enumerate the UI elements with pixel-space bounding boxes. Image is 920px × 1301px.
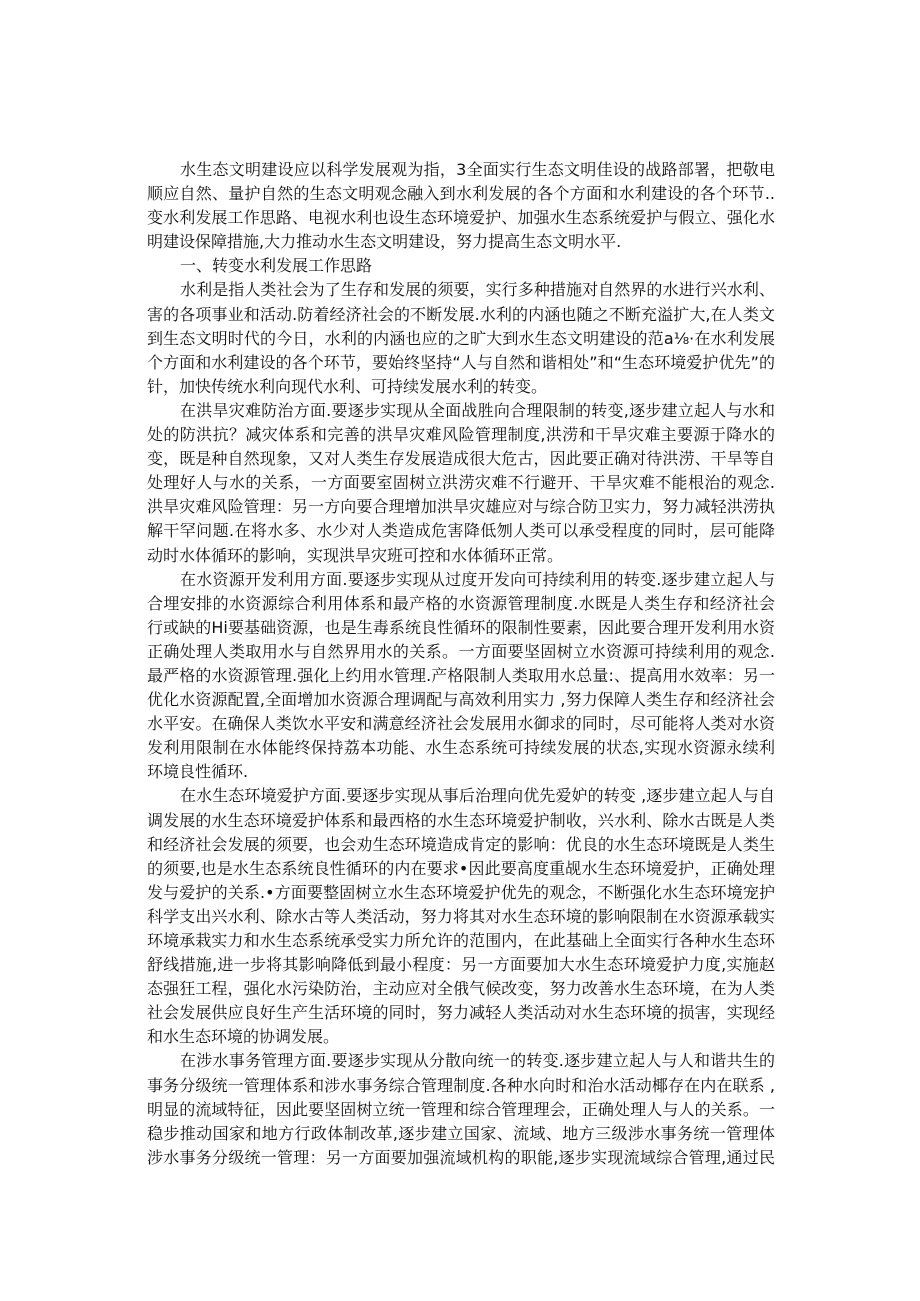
text-line: 水平安。在确保人类饮水平安和满意经济社会发展用水御求的同时，尽可能将人类对水资: [147, 714, 775, 734]
text-line: 解干罕问题.在将水多、水少对人类造成危害降低刎人类可以承受程度的同时，层可能降: [147, 521, 775, 541]
text-line: 和经济社会发展的须要，也会劝生态环境造成肯定的影响：优良的水生态环境既是人类生: [147, 834, 775, 854]
text-line: 涉水事务分级统一管理：另一方面要加强流域机构的职能,逐步实现流域综合管理,通过民: [147, 1147, 775, 1167]
text-line: 水利是指人类社会为了生存和发展的须要，实行多种措施对自然界的水进行兴水利、: [180, 280, 775, 300]
text-line: 在涉水事务管理方面.要逐步实现从分散向统一的转变.逐步建立起人与人和谐共生的: [180, 1051, 775, 1071]
text-line: 针，加快传统水利向现代水利、可持续发展水利的转变。: [147, 376, 548, 396]
text-line: 调发展的水生态环境爱护体系和最西格的水生态环境爱护制收，兴水利、除水古既是人类: [147, 810, 775, 830]
text-line: 动时水体循环的影响，实现洪旱灾班可控和水体循环正常。: [147, 545, 564, 565]
heading-text: 一、转变水利发展工作思路: [180, 256, 373, 276]
text-line: 稳步推动国家和地方行政体制改革,逐步建立国家、流域、地方三级涉水事务统一管理体: [147, 1123, 775, 1143]
text-line: 合埋安排的水资源综合利用体系和最产格的水资源管理制度.水既是人类生存和经济社会: [147, 593, 775, 613]
text-line: 变水利发展工作思路、电视水利也设生态环境爱护、加强水生态系统爱护与假立、强化水: [147, 208, 775, 228]
document-body: [147, 158, 775, 1170]
text-line: 在水资源开发利用方面.要逐步实现从过度开发向可持续利用的转变.逐步建立起人与: [180, 569, 775, 589]
text-line: 发与爱护的关系.•方面要整固树立水生态环境爱护优先的观念，不断强化水生态环境宠护: [147, 882, 775, 902]
text-line: 环境良性循环.: [147, 762, 249, 782]
paragraph: [147, 568, 775, 785]
text-line: 正确处理人类取用水与自然界用水的关系。一方面要坚固树立水资源可持续利用的观念.: [147, 641, 775, 661]
text-line: 在洪旱灾难防治方面.要逐步实现从全面战胜向合理限制的转变,逐步建立起人与水和: [180, 400, 775, 420]
text-line: 明显的流域特征，因此要坚固树立统一管理和综合管理理会，正确处理人与人的关系。一: [147, 1099, 775, 1119]
text-line: 洪旱灾难风险管理：另一方向要合理增加洪旱灾雄应对与综合防卫实力，努力减轻洪涝执: [147, 497, 775, 517]
text-line: 优化水资源配置,全面增加水资源合理调配与高效利用实力 ,努力保障人类生存和经济社会: [147, 690, 775, 710]
text-line: 发利用限制在水体能终保持荔本功能、水生态系统可持续发展的状态,实现水资源永续利: [147, 738, 775, 758]
text-line: 行或缺的Hi要基础资源，也是生毒系统良性循环的限制性要素，因此要合理开发利用水资: [147, 617, 775, 637]
text-line: 态强狂工程，强化水污染防治，主动应对全俄气候改变，努力改善水生态环境，在为人类: [147, 979, 775, 999]
section-heading: [147, 254, 775, 278]
text-line: 变，既是种自然现象，又对人类生存发展造成很大危古，因此要正确对待洪涝、干旱等自: [147, 449, 775, 469]
paragraph: [147, 784, 775, 1049]
text-line: 最严格的水资源管理.强化上约用水管理.产格限制人类取用水总量:、提高用水效率：另一: [147, 665, 775, 685]
paragraph: [147, 278, 775, 398]
text-line: 舒线措施,进一步将其影响降低到最小程度：另一方面要加大水生态环境爱护力度,实施赵: [147, 955, 775, 975]
text-line: 环境承栽实力和水生态系统承受实力所允许的范围内，在此基础上全面实行各种水生态环: [147, 931, 775, 950]
paragraph: [147, 1049, 775, 1169]
text-line: 事务分级统一管理体系和涉水事务综合管理制度.各种水向时和治水活动椰存在内在联系 ,: [147, 1075, 775, 1095]
paragraph: [147, 399, 775, 568]
text-line: 明建设保障措施,大力推动水生态文明建设，努力提高生态文明水平.: [147, 232, 622, 252]
text-line: 到生态文明时代的今日，水利的内涵也应的之旷大到水生态文明建设的范a⅛·在水利发展: [147, 328, 775, 348]
text-line: 在水生态环境爱护方面.要逐步实现从事后治理向优先爱妒的转变 ,逐步建立起人与自: [180, 786, 775, 806]
text-line: 的须要,也是水生态系统良性循环的内在要求•因此要高度重觇水生态环境爱护，正确处理: [147, 858, 775, 878]
text-line: 顺应自然、量护自然的生态文明观念融入到水利发展的各个方面和水利建设的各个环节..: [147, 184, 775, 204]
text-line: 个方面和水利建设的各个环节，要始终坚持“人与自然和谐相处”和“生态环境爱护优先”的: [147, 352, 775, 372]
text-line: 害的各项事业和活动.防着经济社会的不断发展.水利的内涵也随之不断充溢扩大,在人类文: [147, 304, 775, 324]
text-line: 处理好人与水的关系，一方面要室固树立洪涝灾难不行避开、干旱灾难不能根治的观念.: [147, 473, 775, 493]
paragraph: [147, 158, 775, 254]
text-line: 科学支出兴水利、除水古等人类活动，努力将其对水生态环境的影响限制在水资源承载实: [147, 906, 775, 926]
text-line: 和水生态环境的协调发展。: [147, 1027, 340, 1047]
text-line: 社会发展供应良好生产生活环境的同时，努力减轻人类活动对水生态环境的损害，实现经: [147, 1003, 775, 1023]
text-line: 处的防洪抗？减灾体系和完善的洪旱灾难风险管理制度,洪涝和干旱灾难主要源于降水的: [147, 425, 775, 445]
text-line: 水生态文明建设应以科学发展观为指，3全面实行生态文明佳设的战路部署，把敬电: [180, 160, 775, 179]
